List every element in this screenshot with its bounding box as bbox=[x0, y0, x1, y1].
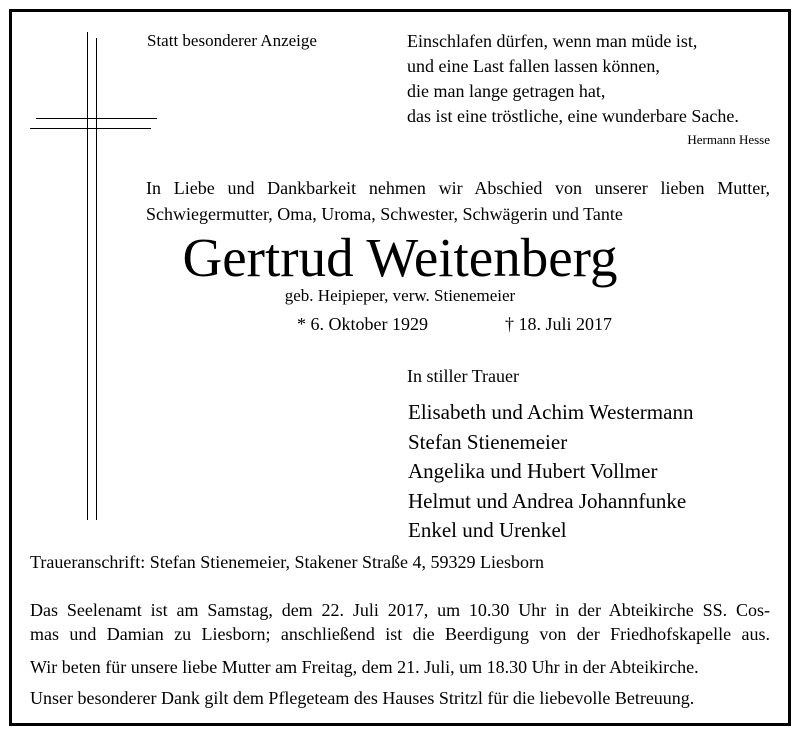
prayer-notice: Wir beten für unsere liebe Mutter am Freitag, dem 21. Juli, um 18.30 Uhr in der Abteikirche. bbox=[30, 657, 699, 677]
thanks-notice: Unser besonderer Dank gilt dem Pflegeteam des Hauses Stritzl für die liebevolle Betreuung. bbox=[30, 688, 695, 708]
birth-date: * 6. Oktober 1929 bbox=[297, 314, 428, 334]
quote-line: und eine Last fallen lassen können, bbox=[407, 56, 660, 76]
quote-poem bbox=[407, 29, 739, 129]
intro-line: Schwiegermutter, Oma, Uroma, Schwester, Schwägerin und Tante bbox=[146, 204, 623, 224]
mourner-name: Angelika und Hubert Vollmer bbox=[408, 459, 658, 483]
mourner-name: Elisabeth und Achim Westermann bbox=[408, 400, 694, 424]
quote-author: Hermann Hesse bbox=[687, 132, 770, 147]
mourning-heading: In stiller Trauer bbox=[407, 366, 519, 386]
death-date: † 18. Juli 2017 bbox=[505, 314, 613, 334]
birth-names: geb. Heipieper, verw. Stienemeier bbox=[284, 286, 516, 305]
mourner-name: Helmut und Andrea Johannfunke bbox=[408, 488, 687, 513]
mourners-list bbox=[408, 398, 693, 546]
quote-line: das ist eine tröstliche, eine wunderbare Sache. bbox=[407, 106, 739, 126]
intro-text bbox=[146, 175, 770, 227]
mourning-address: Traueranschrift: Stefan Stienemeier, Stakener Straße 4, 59329 Liesborn bbox=[30, 552, 544, 572]
quote-line: die man lange getragen hat, bbox=[407, 81, 606, 101]
mourner-name: Stefan Stienemeier bbox=[408, 429, 568, 454]
intro-line: In Liebe und Dankbarkeit nehmen wir Abschied von unserer lieben Mutter, bbox=[146, 178, 770, 198]
quote-line: Einschlafen dürfen, wenn man müde ist, bbox=[407, 31, 698, 51]
announcement-label: Statt besonderer Anzeige bbox=[147, 31, 317, 50]
mourner-name: Enkel und Urenkel bbox=[408, 518, 567, 542]
notice-line: mas und Damian zu Liesborn; anschließend ist die Beerdigung von der Friedhofskapelle aus. bbox=[30, 624, 770, 644]
notice-line: Das Seelenamt ist am Samstag, dem 22. Juli 2017, um 10.30 Uhr in der Abteikirche SS. Cos- bbox=[30, 600, 770, 620]
deceased-name: Gertrud Weitenberg bbox=[182, 227, 618, 288]
requiem-notice bbox=[30, 598, 770, 646]
